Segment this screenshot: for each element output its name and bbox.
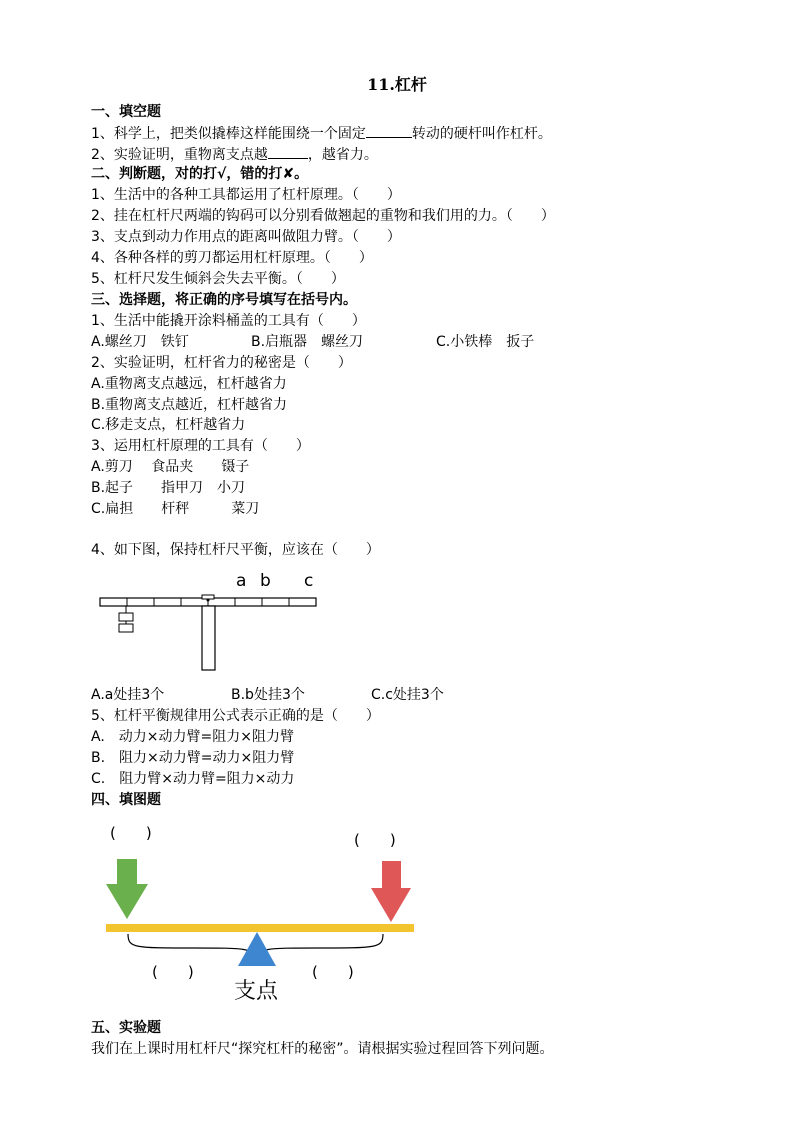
- option-a: A.剪刀 食品夹 镊子: [91, 459, 250, 475]
- q-text-b: 转动的硬杆叫作杠杆。: [411, 126, 552, 142]
- option-b: B. 阻力×动力臂=动力×阻力臂: [91, 750, 295, 766]
- green-arrow-icon: [106, 859, 148, 919]
- fulcrum-label: 支点: [234, 979, 279, 1004]
- stand: [202, 606, 215, 670]
- option-b: B.启瓶器 螺丝刀: [251, 334, 364, 350]
- lever-ruler-figure: [96, 568, 326, 674]
- section-3-heading: 三、选择题，将正确的序号填写在括号内。: [91, 292, 357, 308]
- q-text-a: 2、实验证明，重物离支点越: [91, 147, 268, 163]
- effort-arm-blank[interactable]: ( ): [152, 963, 194, 981]
- option-c: C. 阻力臂×动力臂=阻力×动力: [91, 771, 295, 787]
- weight-1: [119, 613, 133, 621]
- answer-blank[interactable]: [366, 123, 412, 138]
- load-force-blank[interactable]: ( ): [354, 831, 396, 849]
- option-a: A. 动力×动力臂=阻力×阻力臂: [91, 729, 294, 745]
- question-1-1: [91, 123, 552, 144]
- judge-item-2: 2、挂在杠杆尺两端的钩码可以分别看做翘起的重物和我们用的力。（ ）: [91, 208, 555, 224]
- option-c: C.移走支点，杠杆越省力: [91, 417, 246, 433]
- lever-diagram: [96, 815, 426, 1010]
- option-b: B.起子 指甲刀 小刀: [91, 480, 246, 496]
- judge-item-3: 3、支点到动力作用点的距离叫做阻力臂。（ ）: [91, 229, 401, 245]
- option-c: C.c处挂3个: [371, 687, 444, 703]
- judge-item-1: 1、生活中的各种工具都运用了杠杆原理。（ ）: [91, 187, 401, 203]
- option-a: A.重物离支点越远，杠杆越省力: [91, 376, 287, 392]
- pivot-cap: [202, 595, 214, 599]
- load-arm-blank[interactable]: ( ): [312, 963, 354, 981]
- choice-q5: 5、杠杆平衡规律用公式表示正确的是（ ）: [91, 708, 380, 724]
- judge-item-4: 4、各种各样的剪刀都运用杠杆原理。（ ）: [91, 250, 373, 266]
- option-c: C.扁担 杆秤 菜刀: [91, 501, 260, 517]
- q-text-b: ，越省力。: [307, 147, 378, 163]
- label-c: c: [304, 571, 314, 591]
- choice-q4: 4、如下图，保持杠杆尺平衡，应该在（ ）: [91, 542, 380, 558]
- option-c: C.小铁棒 扳子: [436, 334, 535, 350]
- choice-q3: 3、运用杠杆原理的工具有（ ）: [91, 438, 310, 454]
- lever-beam: [106, 924, 414, 932]
- effort-force-blank[interactable]: ( ): [110, 824, 152, 842]
- experiment-intro: 我们在上课时用杠杆尺“探究杠杆的秘密”。请根据实验过程回答下列问题。: [91, 1041, 554, 1057]
- section-2-heading: 二、判断题，对的打√，错的打✘。: [91, 166, 309, 182]
- weight-2: [119, 624, 133, 632]
- option-a: A.螺丝刀 铁钉: [91, 334, 189, 350]
- option-b: B.b处挂3个: [231, 687, 305, 703]
- section-1-heading: 一、填空题: [91, 104, 161, 120]
- option-a: A.a处挂3个: [91, 687, 165, 703]
- choice-q1: 1、生活中能撬开涂料桶盖的工具有（ ）: [91, 313, 366, 329]
- question-1-2: [91, 144, 378, 165]
- judge-item-5: 5、杠杆尺发生倾斜会失去平衡。（ ）: [91, 271, 345, 287]
- label-a: a: [236, 571, 247, 591]
- section-5-heading: 五、实验题: [91, 1020, 161, 1036]
- red-arrow-icon: [371, 861, 411, 922]
- page-title: 11.杠杆: [367, 75, 427, 94]
- choice-q2: 2、实验证明，杠杆省力的秘密是（ ）: [91, 355, 352, 371]
- pivot-dot: [207, 599, 210, 602]
- label-b: b: [260, 571, 271, 591]
- answer-blank[interactable]: [268, 144, 308, 159]
- option-b: B.重物离支点越近，杠杆越省力: [91, 397, 288, 413]
- section-4-heading: 四、填图题: [91, 792, 161, 808]
- q-text-a: 1、科学上，把类似撬棒这样能围绕一个固定: [91, 126, 366, 142]
